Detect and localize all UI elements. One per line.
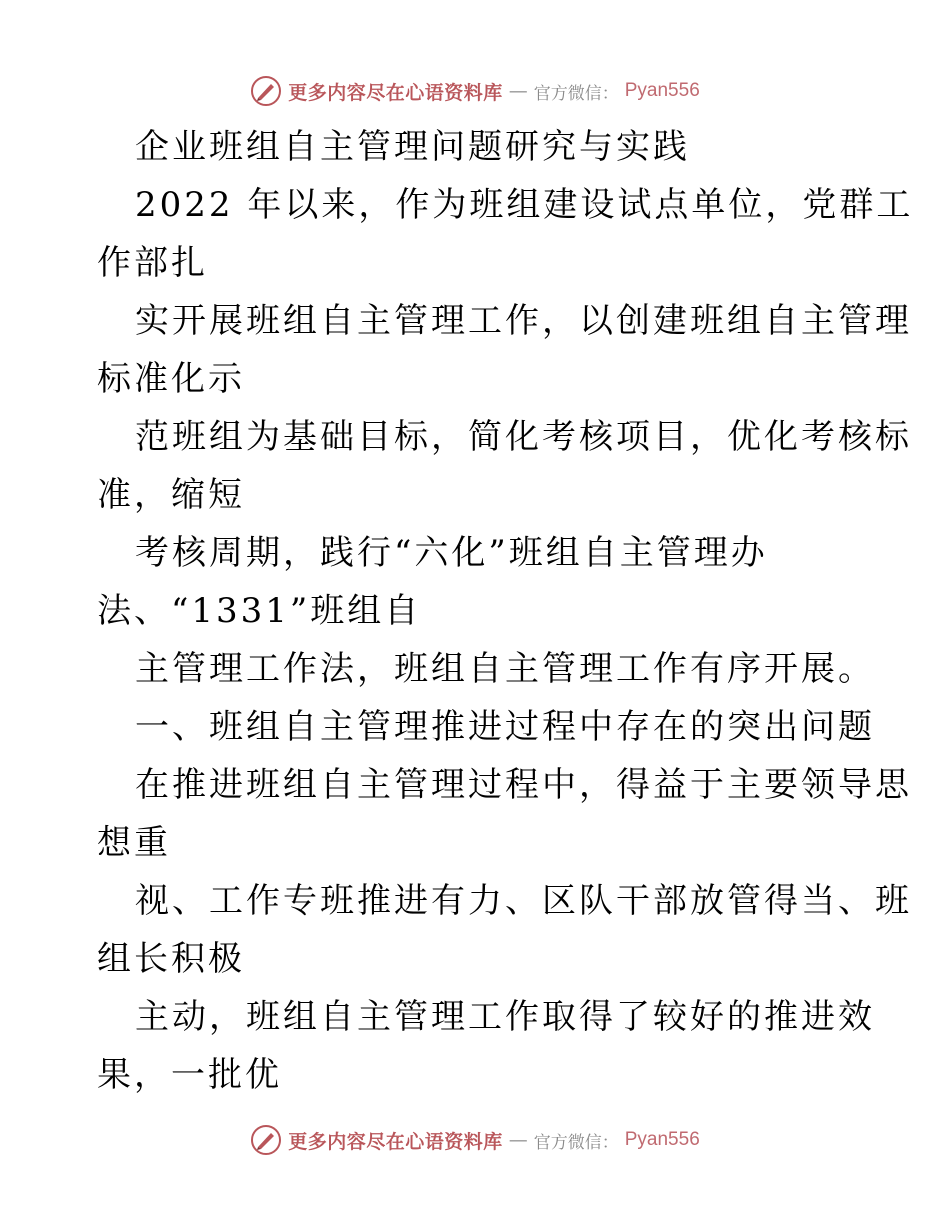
text-line: 考核周期，践行“六化”班组自主管理办 xyxy=(135,533,768,573)
watermark-header xyxy=(0,71,950,111)
text-line: 法、“1331”班组自 xyxy=(97,591,422,631)
pen-logo-icon xyxy=(250,1124,282,1156)
text-line: 主动，班组自主管理工作取得了较好的推进效 xyxy=(135,997,875,1037)
text-line: 果，一批优 xyxy=(97,1055,282,1095)
text-line: 在推进班组自主管理过程中，得益于主要领导思 xyxy=(135,765,912,805)
text-line: 企业班组自主管理问题研究与实践 xyxy=(135,127,690,167)
watermark-handle: Pyan556 xyxy=(624,1129,700,1150)
watermark-text: 更多内容尽在心语资料库 xyxy=(288,81,503,104)
text-line: 作部扎 xyxy=(97,243,208,283)
watermark-dash: — xyxy=(508,80,528,102)
watermark-text: 更多内容尽在心语资料库 xyxy=(288,1130,503,1153)
document-body xyxy=(97,118,914,1104)
text-line: 标准化示 xyxy=(97,359,245,399)
text-line: 2022 年以来，作为班组建设试点单位，党群工 xyxy=(135,185,914,225)
text-line: 想重 xyxy=(97,823,171,863)
text-line: 准，缩短 xyxy=(97,475,245,515)
text-line: 主管理工作法，班组自主管理工作有序开展。 xyxy=(135,649,875,689)
watermark-handle: Pyan556 xyxy=(624,80,700,101)
pen-logo-icon xyxy=(250,75,282,107)
text-line: 范班组为基础目标，简化考核项目，优化考核标 xyxy=(135,417,912,457)
text-line: 一、班组自主管理推进过程中存在的突出问题 xyxy=(135,707,875,747)
watermark-dash: — xyxy=(508,1129,528,1151)
watermark-official: 官方微信： xyxy=(533,83,619,104)
text-line: 实开展班组自主管理工作，以创建班组自主管理 xyxy=(135,301,912,341)
watermark-official: 官方微信： xyxy=(533,1132,619,1153)
watermark-footer xyxy=(0,1120,950,1160)
text-line: 视、工作专班推进有力、区队干部放管得当、班 xyxy=(135,881,912,921)
text-line: 组长积极 xyxy=(97,939,245,979)
